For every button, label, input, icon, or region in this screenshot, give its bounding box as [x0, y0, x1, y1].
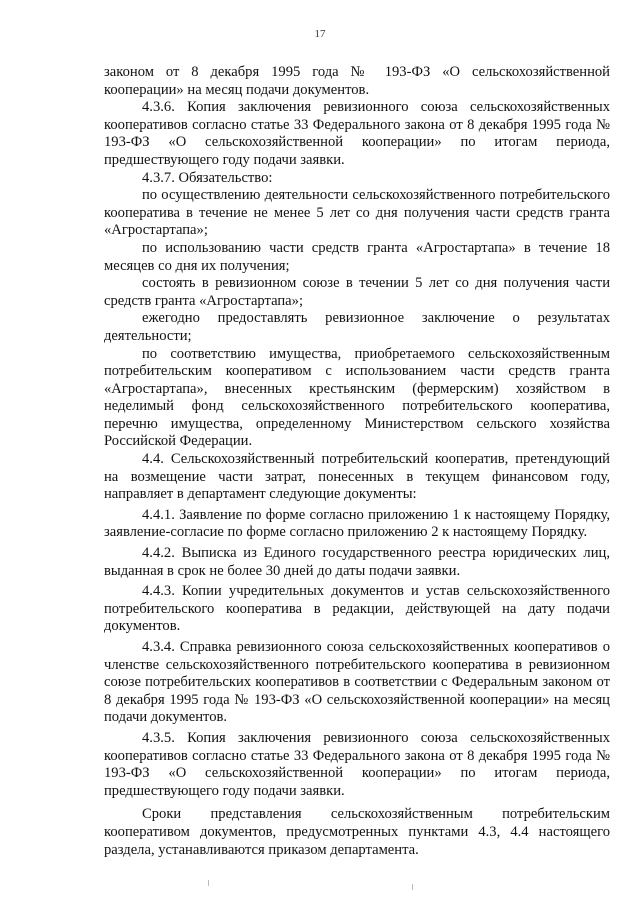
paragraph-4-3-5: 4.3.5. Копия заключения ревизионного союза сельскохозяйственных кооперативов согласно статье 33 Федерального закона от 8 декабря 1995 года № 193-ФЗ «О сельскохозяйственной кооперации» по итогам периода, предшествующего году подачи заявки.: [104, 729, 610, 799]
paragraph-submission-terms: Сроки представления сельскохозяйственным потребительским кооперативом документов, предусмотренных пунктами 4.3, 4.4 настоящего раздела, устанавливаются приказом департамента.: [104, 806, 610, 858]
page-number: 17: [314, 28, 326, 40]
obligation-item-revision-union: состоять в ревизионном союзе в течении 5 лет со дня получения части средств гранта «Агростартапа»;: [104, 275, 610, 309]
obligation-item-activity: по осуществлению деятельности сельскохозяйственного потребительского кооператива в течение не менее 5 лет со дня получения части средств гранта «Агростартапа»;: [104, 187, 610, 239]
obligation-item-annual-report: ежегодно предоставлять ревизионное заключение о результатах деятельности;: [104, 310, 610, 344]
document-body: [104, 64, 610, 859]
paragraph-4-4-1: 4.4.1. Заявление по форме согласно приложению 1 к настоящему Порядку, заявление-согласие по форме согласно приложению 2 к настоящему Порядку.: [104, 506, 610, 541]
paragraph-4-4-3: 4.4.3. Копии учредительных документов и устав сельскохозяйственного потребительского кооператива в редакции, действующей на дату подачи документов.: [104, 583, 610, 635]
paragraph-4-4: 4.4. Сельскохозяйственный потребительский кооператив, претендующий на возмещение части затрат, понесенных в текущем финансовом году, направляет в департамент следующие документы:: [104, 451, 610, 503]
paragraph-4-3-4: 4.3.4. Справка ревизионного союза сельскохозяйственных кооперативов о членстве сельскохозяйственного потребительского кооператива в ревизионном союзе потребительских кооперативов в соответствии с Федеральным законом от 8 декабря 1995 года № 193-ФЗ «О сельскохозяйственной кооперации» на месяц подачи документов.: [104, 639, 610, 726]
paragraph-4-4-2: 4.4.2. Выписка из Единого государственного реестра юридических лиц, выданная в срок не более 30 дней до даты подачи заявки.: [104, 545, 610, 579]
paragraph-continuation: законом от 8 декабря 1995 года № 193-ФЗ «О сельскохозяйственной кооперации» на месяц подачи документов.: [104, 64, 610, 98]
paragraph-4-3-7: 4.3.7. Обязательство:: [142, 169, 273, 186]
scan-speck: [208, 880, 209, 886]
paragraph-4-3-6: 4.3.6. Копия заключения ревизионного союза сельскохозяйственных кооперативов согласно статье 33 Федерального закона от 8 декабря 1995 года № 193-ФЗ «О сельскохозяйственной кооперации» по итогам периода, предшествующего году подачи заявки.: [104, 99, 610, 168]
scan-speck: [412, 884, 413, 890]
obligation-item-funds-use: по использованию части средств гранта «Агростартапа» в течение 18 месяцев со дня их получения;: [104, 239, 610, 274]
obligation-item-property: по соответствию имущества, приобретаемого сельскохозяйственным потребительским кооперативом с использованием части средств гранта «Агростартапа», внесенных крестьянским (фермерским) хозяйством в неделимый фонд сельскохозяйственного потребительского кооператива, перечню имущества, определенному Министерством сельского хозяйства Российской Федерации.: [104, 345, 610, 450]
